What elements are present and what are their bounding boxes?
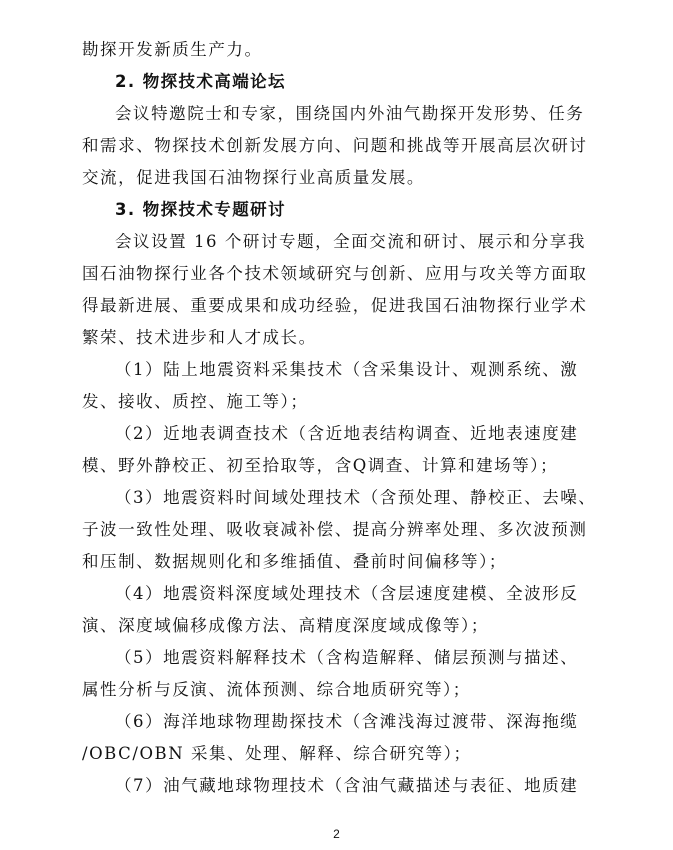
text-line: 会议设置 16 个研讨专题，全面交流和研讨、展示和分享我 <box>115 232 586 251</box>
list-item-line: 模、野外静校正、初至拾取等，含Q调查、计算和建场等）； <box>82 456 559 475</box>
list-item-line: （4）地震资料深度域处理技术（含层速度建模、全波形反 <box>115 584 579 603</box>
list-item-line: 属性分析与反演、流体预测、综合地质研究等）； <box>82 680 471 699</box>
list-item-line: 演、深度域偏移成像方法、高精度深度域成像等）； <box>82 616 489 635</box>
text-line: 国石油物探行业各个技术领域研究与创新、应用与攻关等方面取 <box>82 264 588 283</box>
list-item-line: （6）海洋地球物理勘探技术（含滩浅海过渡带、深海拖缆 <box>115 712 579 731</box>
list-item-line: （5）地震资料解释技术（含构造解释、储层预测与描述、 <box>115 648 579 667</box>
page-number: 2 <box>333 827 340 841</box>
text-line: 得最新进展、重要成果和成功经验，促进我国石油物探行业学术 <box>82 296 588 315</box>
list-item-line: （1）陆上地震资料采集技术（含采集设计、观测系统、激 <box>115 360 579 379</box>
list-item-line: 和压制、数据规则化和多维插值、叠前时间偏移等）； <box>82 552 507 571</box>
list-item-line: /OBC/OBN 采集、处理、解释、综合研究等）； <box>82 744 472 763</box>
list-item-line: 发、接收、质控、施工等）； <box>82 392 309 411</box>
list-item-line: （2）近地表调查技术（含近地表结构调查、近地表速度建 <box>115 424 579 443</box>
section-heading-forum: 2. 物探技术高端论坛 <box>115 72 286 91</box>
text-line: 会议特邀院士和专家，围绕国内外油气勘探开发形势、任务 <box>115 104 585 123</box>
text-line: 交流，促进我国石油物探行业高质量发展。 <box>82 168 425 187</box>
list-item-line: （7）油气藏地球物理技术（含油气藏描述与表征、地质建 <box>115 776 579 795</box>
text-line: 和需求、物探技术创新发展方向、问题和挑战等开展高层次研讨 <box>82 136 588 155</box>
list-item-line: （3）地震资料时间域处理技术（含预处理、静校正、去噪、 <box>115 488 597 507</box>
list-item-line: 子波一致性处理、吸收衰减补偿、提高分辨率处理、多次波预测 <box>82 520 588 539</box>
section-heading-topics: 3. 物探技术专题研讨 <box>115 200 286 219</box>
text-line: 繁荣、技术进步和人才成长。 <box>82 328 317 347</box>
text-line: 勘探开发新质生产力。 <box>82 40 263 59</box>
